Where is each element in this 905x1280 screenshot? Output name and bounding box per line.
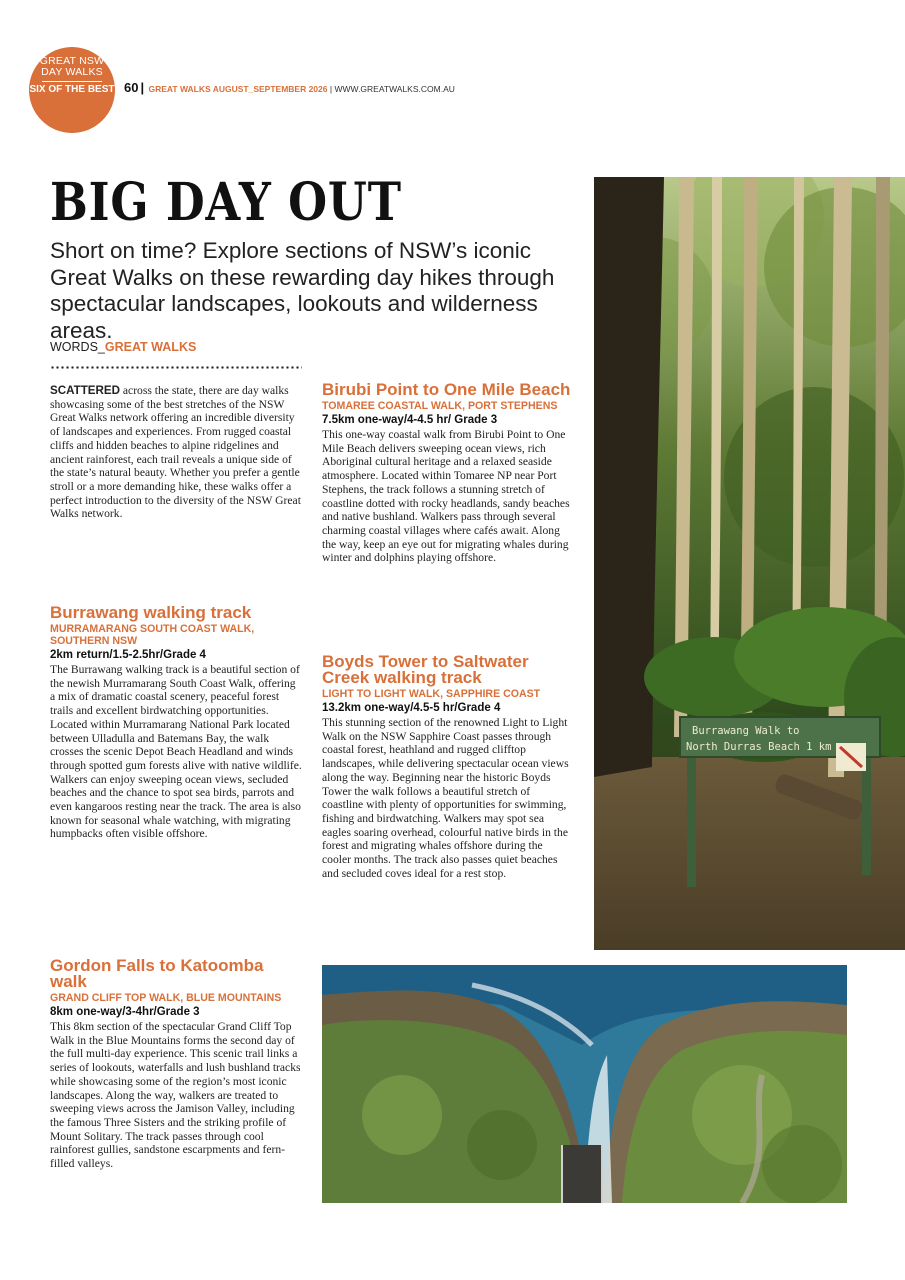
walk-meta: 13.2km one-way/4.5-5 hr/Grade 4 <box>322 702 501 714</box>
byline-author: GREAT WALKS <box>104 340 197 354</box>
walk-title: Birubi Point to One Mile Beach <box>322 380 571 399</box>
coastal-cliff-photo <box>322 965 847 1203</box>
walk-title: Burrawang walking track <box>50 603 252 622</box>
walk-subtitle: TOMAREE COASTAL WALK, PORT STEPHENS <box>322 400 558 412</box>
intro-lead: SCATTERED <box>50 384 120 397</box>
walk-body: This 8km section of the spectacular Grand Cliff Top Walk in the Blue Mountains forms the second day of the full multi-day experience. This scenic trail links a series of lookouts, waterfalls and lush bushland tracks while showcasing some of the region’s most iconic landscapes. Along the way, walkers are treated to sweeping views across the Jamison Valley, including the famous Three Sisters and the striking profile of Mount Solitary. The track passes through cool rainforest gullies, sandstone escarpments and fern-filled valleys. <box>50 1020 301 1171</box>
walk-subtitle: LIGHT TO LIGHT WALK, SAPPHIRE COAST <box>322 688 541 700</box>
section-badge <box>29 47 115 133</box>
magazine-issue: GREAT WALKS AUGUST_SEPTEMBER 2026 <box>148 84 328 94</box>
walk-subtitle: MURRAMARANG SOUTH COAST WALK, SOUTHERN NSW <box>50 623 255 647</box>
sign-text-line2: North Durras Beach 1 km <box>686 741 832 753</box>
walk-title: Gordon Falls to Katoomba walk <box>50 956 264 991</box>
walk-body: This stunning section of the renowned Light to Light Walk on the NSW Sapphire Coast passes through coastal forest, heathland and rugged clifftop landscapes, while delivering spectacular ocean views along the way. Beginning near the historic Boyds Tower the walk follows a beautiful stretch of coastline with plenty of opportunities for swimming, fishing and birdwatching. Walkers may spot sea eagles soaring overhead, colourful native birds in the forest and migrating whales offshore during the cooler months. The track also passes quiet beaches and secluded coves ideal for a rest stop. <box>322 716 569 880</box>
intro-paragraph <box>50 384 302 521</box>
byline-label: WORDS_ <box>50 340 105 354</box>
badge-top-text: GREAT NSW DAY WALKS <box>39 55 105 78</box>
forest-walk-photo <box>594 177 905 950</box>
intro-text: across the state, there are day walks showcasing some of the best stretches of the NSW Great Walks network offering an incredible diversity of landscapes and experiences. From rugged coastal cliffs and hidden beaches to alpine ridgelines and ancient rainforest, each trail reveals a unique side of the state’s natural beauty. Whether you prefer a gentle stroll or a more demanding hike, these walks offer a perfect introduction to the diversity of the NSW Great Walks network. <box>50 384 301 521</box>
walk-meta: 8km one-way/3-4hr/Grade 3 <box>50 1006 200 1018</box>
walk-section-gordon-falls <box>50 958 302 1171</box>
walk-section-burrawang <box>50 605 302 841</box>
walk-subtitle: GRAND CLIFF TOP WALK, BLUE MOUNTAINS <box>50 992 282 1004</box>
walk-title: Boyds Tower to Saltwater Creek walking track <box>322 652 529 687</box>
dotted-divider <box>50 366 302 369</box>
walk-meta: 7.5km one-way/4-4.5 hr/ Grade 3 <box>322 414 498 426</box>
sign-text-line1: Burrawang Walk to <box>692 725 800 737</box>
walk-body: This one-way coastal walk from Birubi Point to One Mile Beach delivers sweeping ocean views, rich Aboriginal cultural heritage and a relaxed seaside atmosphere. Located within Tomaree NP near Port Stephens, the track follows a stunning stretch of coastline dotted with rocky headlands, sandy beaches and native bushland. Walkers pass through several charming coastal villages where cafés await. Along the way, keep an eye out for migrating whales during winter and dolphins playing offshore. <box>322 428 570 565</box>
article-standfirst: Short on time? Explore sections of NSW’s iconic Great Walks on these rewarding day hikes through spectacular landscapes, lookouts and wilderness areas. <box>50 238 555 343</box>
folio-separator: | <box>140 80 145 95</box>
walk-section-birubi-point <box>322 382 574 565</box>
page-number: 60 <box>124 80 139 95</box>
page-folio <box>124 80 455 95</box>
badge-divider <box>42 81 102 82</box>
article-headline: BIG DAY OUT <box>50 172 402 233</box>
badge-bottom-text: SIX OF THE BEST <box>29 84 115 95</box>
walk-meta: 2km return/1.5-2.5hr/Grade 4 <box>50 649 206 661</box>
walk-section-boyds-tower <box>322 654 574 880</box>
folio-separator: | <box>329 84 333 94</box>
website-link[interactable]: WWW.GREATWALKS.COM.AU <box>334 84 455 94</box>
walk-body: The Burrawang walking track is a beautiful section of the newish Murramarang South Coast Walk, offering a mix of dramatic coastal scenery, peaceful forest trails and excellent birdwatching opportunities. Located within Murramarang National Park located between Ulladulla and Batemans Bay, the walk crosses the scenic Depot Beach Headland and winds through spotted gum forests alive with native wildlife. Walkers can enjoy sweeping ocean views, secluded beaches and the chance to spot sea birds, parrots and even kangaroos resting near the track. The area is also known for seasonal whale watching, with migrating humpbacks often visible offshore. <box>50 663 302 841</box>
byline <box>50 340 196 354</box>
